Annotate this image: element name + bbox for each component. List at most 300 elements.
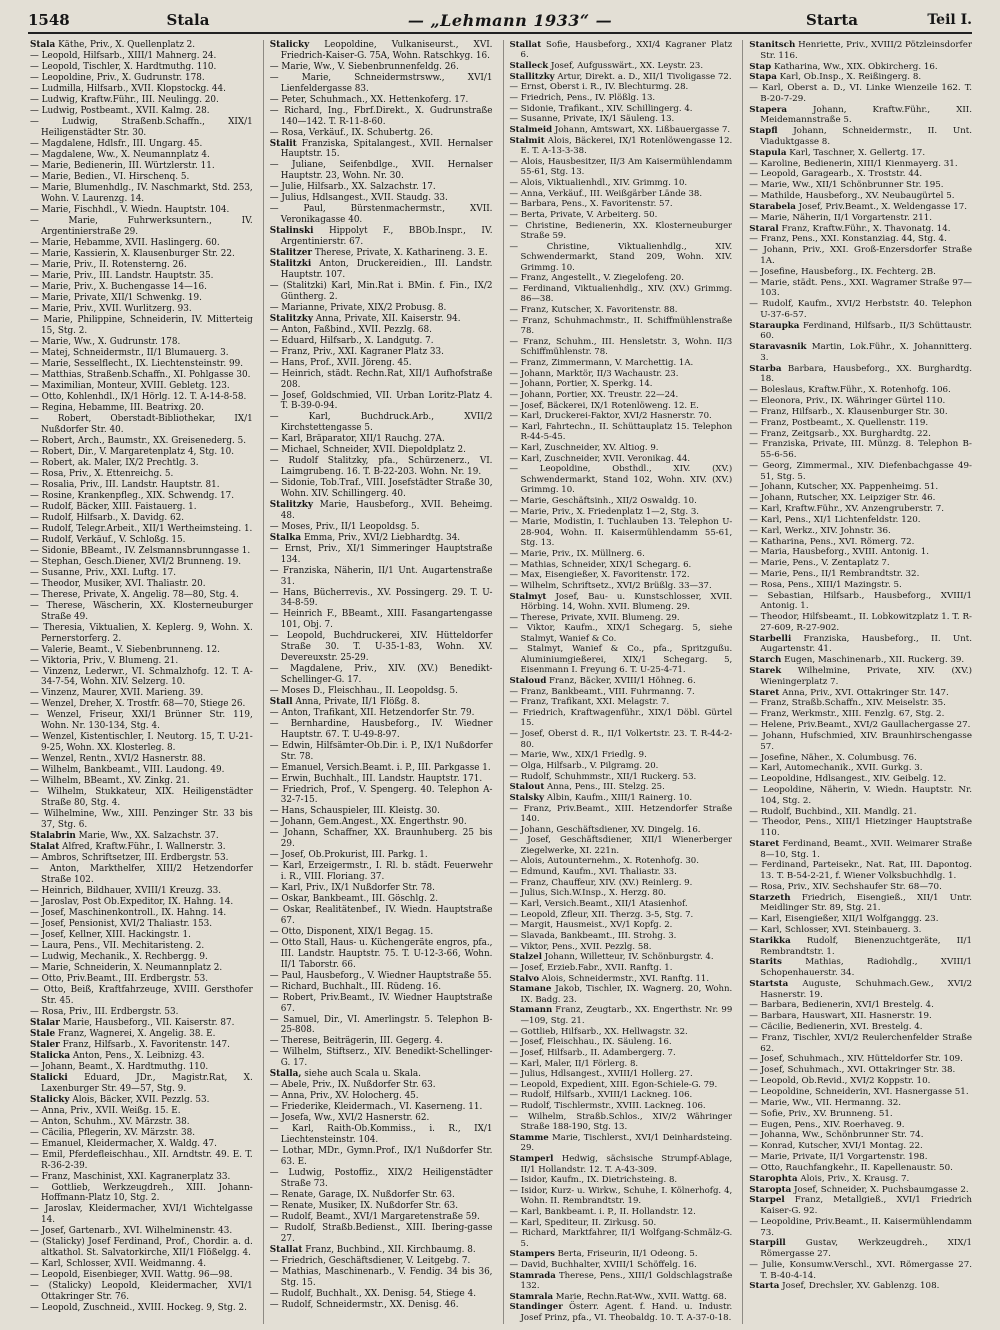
directory-entry [749, 493, 972, 504]
entry-text: — Franz, Straßb.Schaffn., XIV. Meiselstr. 35. [749, 698, 946, 709]
entry-text: — Maria, Hausbeforg., XVIII. Antonig. 1. [749, 547, 929, 558]
surname-heading: Stamme [509, 1132, 549, 1143]
entry-text: — Bernhardine, Hausbeforg., IV. Wiedner Hauptstr. 67. T. U-49-8-97. [269, 718, 493, 740]
directory-entry [30, 282, 253, 293]
surname-heading: Stalicky [30, 1094, 70, 1105]
entry-text: — Ferdinand, Viktualienhdlg., XIV. (XV.) Grimmg. 86—38. [509, 283, 733, 305]
directory-entry [270, 434, 493, 445]
surname-heading: Starabela [749, 201, 796, 212]
directory-entry [30, 1106, 253, 1117]
entry-text: — Robert, ak. Maler, IX/2 Prechtlg. 3. [30, 457, 199, 468]
entry-text: — Karl, Bräparator, XII/1 Rauchg. 27A. [269, 434, 445, 445]
entry-text: — Leopold, Buchdruckerei, XIV. Hütteldorfer Straße 30. T. U-35-1-83, Wohn. XV. Devereuxstr. 25-29. [269, 631, 493, 663]
entry-text: Karl, Ob.Insp., X. Reißingerg. 8. [779, 72, 922, 83]
entry-text: — Hans, Schauspieler, III. Kleistg. 30. [269, 806, 440, 817]
entry-text: — Franz, Maschinist, XXI. Kagranerplatz 33. [30, 1171, 231, 1182]
surname-heading: Stalka [269, 532, 302, 543]
directory-entry [510, 888, 733, 898]
surname-heading: Stalitzki [269, 259, 312, 269]
directory-entry [30, 710, 253, 732]
directory-entry [270, 1146, 493, 1168]
directory-entry [510, 687, 733, 697]
entry-text: — Wilhelmine, Ww., XIII. Penzinger Str. 33 bis 37, Stg. 6. [30, 809, 253, 830]
entry-text: — Franz, Tischler, XVI/2 Reulerchenfelder Straße 62. [749, 1032, 972, 1054]
directory-entry [30, 590, 253, 601]
entry-text: — Oskar, Bankbeamt., III. Göschlg. 2. [269, 894, 439, 905]
surname-heading: Stalsky [509, 792, 545, 803]
directory-entry [270, 106, 493, 128]
entry-text: — Cäcilie, Bedienerin, XVI. Brestelg. 4. [749, 1022, 923, 1033]
entry-text: Alfred, Kraftw.Führ., I. Wallnerstr. 3. [62, 841, 226, 852]
entry-text: Mathias, Radiohdlg., XVIII/1 Schopenhauerstr. 34. [760, 957, 972, 979]
directory-entry [749, 526, 972, 537]
entry-text: — Eugen, Pens., XIV. Roerhaveg. 9. [749, 1119, 905, 1130]
entry-text: — Erwin, Buchhalt., III. Landstr. Hauptstr. 171. [269, 773, 483, 784]
entry-text: — Stalmyt, Wanief & Co., pfa., Spritzgußu. Aluminiumgießerei, XIX/1 Schegarg. 5, Eisenmann I. Freyung 6. T. U-25-4-71. [509, 644, 733, 676]
directory-entry [30, 260, 253, 271]
directory-entry [30, 436, 253, 447]
surname-heading: Standinger [509, 1302, 563, 1313]
directory-entry [30, 831, 253, 842]
entry-text: — Leopoldine, Priv.Beamt., II. Kaisermühlendamm 73. [749, 1216, 972, 1238]
entry-text: — Rudolf, Schneidermstr., XX. Denisg. 46. [269, 1299, 459, 1310]
directory-entry [510, 782, 733, 792]
directory-entry [270, 1223, 493, 1245]
entry-text: — Ferdinand, Parteisekr., Nat. Rat, III. Dapontog. 13. T. B-54-2-21, f. Wiener Volksbuchhdlg. 1. [749, 860, 972, 882]
entry-text: — Mathilde, Hausbeforg., XV. Neubaugürtel 5. [749, 191, 955, 202]
directory-entry [270, 445, 493, 456]
directory-entry [270, 905, 493, 927]
directory-entry [749, 40, 972, 61]
entry-text: — Johann, Priv., XXI. Groß-Enzersdorfer Straße 1A. [749, 245, 972, 266]
entry-text: — Johann, Schaffner, XX. Braunhuberg. 25 bis 29. [269, 828, 493, 850]
directory-entry [749, 364, 972, 385]
directory-entry [510, 1249, 733, 1259]
directory-entry [749, 148, 972, 159]
directory-entry [30, 963, 253, 974]
entry-text: — Susanne, Priv., XXI. Luftg. 17. [30, 567, 177, 578]
entry-text: — Ernst, Priv., XI/1 Simmeringer Hauptstraße 134. [269, 543, 493, 565]
entry-text: — Karl, Zuschneider, XVII. Veronikag. 44. [509, 453, 691, 464]
surname-heading: Staret [749, 687, 780, 698]
directory-entry [749, 1281, 972, 1292]
entry-text: — Sidonie, Trafikant., XIV. Schillingerg. 4. [509, 103, 693, 114]
directory-entry [270, 500, 493, 522]
directory-entry [749, 1054, 972, 1065]
entry-text: — Marie, Ww., XIX/1 Friedlg. 9. [509, 750, 647, 761]
directory-entry [510, 337, 733, 358]
entry-text: — (Stalitzki) Karl, Min.Rat i. BMin. f. Fin., IX/2 Güntherg. 2. [269, 280, 493, 302]
directory-entry [510, 189, 733, 199]
directory-entry [510, 920, 733, 930]
directory-entry [749, 893, 972, 914]
entry-text: — Heinrich, städt. Rechn.Rat, XII/1 Aufhofstraße 208. [269, 368, 493, 390]
entry-text: — Karl, Automechanik., XVII. Gurkg. 3. [749, 763, 923, 774]
entry-text: — Karl, Spediteur, II. Zirkusg. 50. [509, 1217, 657, 1228]
directory-entry [270, 686, 493, 697]
header-part: Teil I. [927, 12, 972, 28]
entry-text: — Therese, Private, X. Angelig. 78—80, Stg. 4. [30, 589, 239, 600]
surname-heading: Stamrada [509, 1270, 556, 1281]
directory-entry [30, 557, 253, 568]
directory-entry [510, 984, 733, 1005]
entry-text: — Johann, Portier, X. Sperkg. 14. [509, 379, 653, 390]
entry-text: Alois, Bäckerei, IX/1 Rotenlöwengasse 12. E. T. A-13-3-38. [520, 135, 733, 157]
entry-text: Franz, Metallgieß., XVI/1 Friedrich Kaiser-G. 92. [760, 1195, 972, 1217]
directory-entry [30, 1237, 253, 1259]
entry-text: — Sebastian, Hilfsarb., Hausbeforg., XVIII/1 Antonig. 1. [749, 590, 972, 612]
directory-entry [510, 1154, 733, 1175]
entry-text: Marie, Hausbeforg., VII. Kaiserstr. 87. [62, 1017, 235, 1028]
directory-entry [749, 245, 972, 266]
entry-text: — Michael, Schneider, XVII. Diepoldplatz 2. [269, 445, 466, 456]
directory-entry [30, 183, 253, 205]
directory-entry [749, 1130, 972, 1141]
directory-entry [270, 1124, 493, 1146]
entry-text: Artur, Direkt. a. D., XII/1 Tivoligasse 72. [557, 71, 732, 82]
entry-text: — Richard, Ing., Fbrf.Direkt., X. Gudrunstraße 140—142. T. R-11-8-60. [269, 105, 493, 127]
directory-entry [510, 708, 733, 729]
entry-text: — Josef, Hilfsarb., II. Adambergerg. 7. [509, 1047, 676, 1058]
directory-entry [749, 763, 972, 774]
directory-entry [510, 369, 733, 379]
directory-entry [749, 83, 972, 104]
surname-heading: Stalit [269, 138, 297, 149]
entry-text: Anton, Druckereidien., III. Landstr. Hauptstr. 107. [280, 259, 493, 280]
entry-text: — Paul, Hausbeforg., V. Wiedner Hauptstraße 55. [269, 970, 492, 981]
surname-heading: Starophta [749, 1173, 798, 1184]
directory-entry [270, 828, 493, 850]
surname-heading: Starpill [749, 1238, 786, 1249]
directory-entry [749, 1217, 972, 1238]
page-number: 1548 [28, 11, 70, 29]
entry-text: — Emil, Pferdefleischhau., XII. Arndtstr. 49. E. T. R-36-2-39. [30, 1149, 253, 1171]
directory-entry [30, 1018, 253, 1029]
directory-entry [30, 1139, 253, 1150]
entry-text: — Ernst, Oberst i. R., IV. Blechturmg. 28. [509, 82, 689, 93]
directory-entry [749, 159, 972, 170]
entry-text: — Karl, Schlosser, XVII. Weidmanng. 4. [30, 1259, 207, 1270]
directory-entry [510, 379, 733, 389]
entry-text: — Marie, Bedien., VI. Hirschenq. 5. [30, 172, 190, 182]
directory-entry [30, 1007, 253, 1018]
entry-text: — Josef, Gartenarb., XVI. Wilhelminenstr. 43. [30, 1226, 233, 1237]
entry-text: — Josef, Schuhmach., XIV. Hütteldorfer Str. 109. [749, 1054, 963, 1065]
entry-text: Johann, Kraftw.Führ., XII. Meidemannstraße 5. [760, 104, 972, 126]
directory-entry [270, 139, 493, 161]
surname-heading: Stalat [30, 841, 60, 852]
directory-entry [30, 403, 253, 414]
entry-text: — Karl, Buchdruck.Arb., XVII/2 Kirchstettengasse 5. [269, 412, 493, 434]
entry-text: — Anton, Trafikant, XII. Hetzendorfer Str. 79. [269, 707, 475, 718]
surname-heading: Staravasnik [749, 342, 807, 353]
entry-text: — Marie, Private, XII/1 Schwenkg. 19. [30, 292, 202, 303]
entry-text: — Eduard, Hilfsarb., X. Landgutg. 7. [269, 335, 434, 346]
header-title: — „Lehmann 1933“ — [407, 10, 613, 30]
entry-text: Franz, Wagnerei, X. Angelig. 38. E. [57, 1028, 216, 1039]
entry-text: — Marie, Pens., V. Zentaplatz 7. [749, 558, 890, 569]
directory-entry [749, 1195, 972, 1216]
entry-text: — Franz, Schuhmachmstr., II. Schiffmühlenstraße 78. [509, 315, 733, 337]
directory-entry [30, 1128, 253, 1139]
entry-text: — Wenzel, Kistentischler, I. Neutorg. 15, T. U-21-9-25, Wohn. XX. Klosterleg. 8. [30, 732, 253, 754]
surname-heading: Stalmeid [509, 125, 553, 136]
directory-entry [270, 1069, 493, 1080]
entry-text: — Edwin, Hilfsämter-Ob.Dir. i. P., IX/1 Nußdorfer Str. 78. [269, 740, 493, 762]
directory-entry [510, 729, 733, 750]
surname-heading: Stalabrin [30, 830, 76, 841]
entry-text: — Leopold, Expedient, XIII. Egon-Schiele-G. 79. [509, 1079, 718, 1090]
directory-entry [270, 128, 493, 139]
entry-text: — Johann, Portier, XX. Treustr. 22—24. [509, 389, 679, 400]
surname-heading: Stalmit [509, 135, 545, 146]
directory-entry [30, 117, 253, 139]
directory-entry [510, 114, 733, 124]
directory-entry [30, 1172, 253, 1183]
entry-text: — Friedrich, Kraftwagenführ., XIX/1 Döbl. Gürtel 15. [509, 707, 733, 729]
directory-entry [510, 125, 733, 135]
directory-entry [510, 942, 733, 952]
directory-entry [270, 95, 493, 106]
entry-text: — Karl, Druckerei-Faktor, XVI/2 Hasnerstr. 70. [509, 411, 712, 422]
surname-heading: Stalla, [269, 1069, 302, 1080]
directory-entry [510, 136, 733, 157]
entry-text: Ferdinand, Beamt., XVII. Weimarer Straße 8—10, Stg. 1. [760, 838, 972, 860]
surname-heading: Stap [749, 61, 772, 72]
directory-entry [510, 305, 733, 315]
entry-text: — Regina, Hebamme, III. Beatrixg. 20. [30, 402, 204, 413]
entry-text: Ferdinand, Hilfsarb., II/3 Schüttaustr. 60. [760, 320, 972, 342]
directory-entry [510, 61, 733, 71]
entry-text: — Karl, Maler, II/1 Förlerg. 8. [509, 1058, 639, 1069]
directory-entry [270, 193, 493, 204]
directory-entry [510, 464, 733, 495]
directory-entry [749, 698, 972, 709]
entry-text: — Vinzenz, Lederwr., VI. Schmalzhofg. 12. T. A-34-7-54, Wohn. XIV. Selzerg. 10. [30, 666, 253, 688]
directory-entry [749, 515, 972, 526]
entry-text: — Josef, Oberst d. R., II/1 Volkertstr. 23. T. R-44-2-80. [509, 729, 733, 750]
directory-entry [510, 93, 733, 103]
directory-entry [510, 1186, 733, 1207]
directory-entry [270, 631, 493, 663]
directory-entry [270, 708, 493, 719]
entry-text: — Anna, Verkäuf., III. Weißgärber Lände 38. [509, 188, 703, 199]
surname-heading: Stapera [749, 104, 787, 115]
entry-text: — Marie, Sesselflecht., IX. Liechtensteinstr. 99. [30, 358, 244, 369]
directory-entry [510, 963, 733, 973]
entry-text: — Isidor, Kaufm., IX. Dietrichsteing. 8. [509, 1175, 678, 1186]
directory-entry [749, 720, 972, 731]
surname-heading: Staret [749, 838, 780, 849]
entry-text: — Therese, Private, XVII. Blumeng. 29. [509, 612, 680, 623]
entry-text: — Konrad, Kutscher, XVI/1 Montag. 22. [749, 1141, 923, 1152]
entry-text: — Rudolf, Schuhmmstr., XII/1 Ruckerg. 53. [509, 771, 697, 782]
surname-heading: Stalitzky [269, 500, 313, 511]
entry-text: — Helene, Priv.Beamt., XVI/2 Gaullachergasse 27. [749, 720, 971, 731]
surname-heading: Starpel [749, 1195, 785, 1206]
entry-text: — Josef, Fleischhau., IX. Säuleng. 16. [509, 1037, 672, 1048]
entry-text: — Isidor, Kurz- u. Wirkw., Schuhe, I. Kölnerhofg. 4, Wohn. II. Rembrandtstr. 19. [509, 1185, 733, 1207]
entry-text: — Marie, Schneiderin, X. Neumannplatz 2. [30, 962, 223, 973]
entry-text: — Marie, Priv., XVII. Wurlitzerg. 93. [30, 303, 192, 314]
entry-text: — Rudolf, Buchhalt., XX. Denisg. 54, Stiege 4. [269, 1288, 476, 1299]
entry-text: — Rosa, Verkäuf., IX. Schubertg. 26. [269, 127, 434, 138]
directory-entry [30, 787, 253, 809]
entry-text: — Rosa, Priv., X. Ettenreichg. 5. [30, 468, 174, 479]
entry-text: — Robert, Arch., Baumstr., XX. Greisenederg. 5. [30, 435, 246, 446]
directory-entry [270, 1091, 493, 1102]
directory-entry [30, 842, 253, 853]
directory-entry [749, 321, 972, 342]
entry-text: — Laura, Pens., VII. Mechitaristeng. 2. [30, 940, 205, 951]
entry-text: Therese, Private, X. Katharineng. 3. E. [314, 247, 488, 258]
column-3 [503, 40, 733, 1324]
entry-text: Marie, Rechn.Rat-Ww., XVII. Wattg. 68. [555, 1291, 727, 1302]
directory-entry [270, 62, 493, 73]
entry-text: — Alois, Autounternehm., X. Rotenhofg. 30. [509, 856, 699, 867]
entry-text: — Hans, Prof., XVII. Jöreng. 45. [269, 357, 412, 368]
directory-entry [749, 634, 972, 655]
directory-entry [749, 882, 972, 893]
directory-entry [270, 391, 493, 413]
entry-text: — Jaroslav, Post Ob.Expeditor, IX. Hahng. 14. [30, 896, 234, 907]
directory-entry [510, 496, 733, 506]
entry-text: — Wenzel, Rentn., XVI/2 Hasnerstr. 88. [30, 754, 206, 765]
entry-text: — Wilhelm, BBeamt., XV. Zinkg. 21. [30, 776, 190, 787]
directory-entry [510, 358, 733, 368]
directory-entry [270, 369, 493, 391]
entry-text: — Wenzel, Friseur, XXI/1 Brünner Str. 119, Wohn. Nr. 130-134, Stg. 4. [30, 710, 253, 732]
directory-entry [749, 753, 972, 764]
entry-text: — Leopold, Zfleur, XII. Therzg. 3-5, Stg. 7. [509, 909, 694, 920]
directory-entry [30, 1117, 253, 1128]
entry-text: — Alois, Viktualienhdl., XIV. Grimmg. 10. [509, 177, 688, 188]
directory-entry [270, 160, 493, 182]
entry-text: — Otto Stall, Haus- u. Küchengeräte engros, pfa., III. Landstr. Hauptstr. 75. T. U-12-3-66, Wohn. II/1 Taborstr. 66. [269, 938, 493, 970]
directory-entry [30, 370, 253, 381]
entry-text: — Theodor, Hilfsbeamt., II. Lobkowitzplatz 1. T. R-27-609, R-27-902. [749, 612, 972, 633]
directory-entry [749, 62, 972, 73]
entry-text: — (Stalicky) Josef Ferdinand, Prof., Chordir. a. d. altkathol. St. Salvatorkirche, XII/1 Flößelgg. 4. [30, 1237, 253, 1259]
directory-entry [270, 314, 493, 325]
entry-text: — Marie, Näherin, II/1 Vorgartenstr. 211. [749, 212, 933, 223]
directory-entry [749, 709, 972, 720]
entry-text: Marie, Hausbeforg., XVII. Beheimg. 48. [280, 500, 493, 521]
entry-text: Alois, Bäcker, XVII. Pezzlg. 53. [72, 1094, 210, 1105]
entry-text: — Karl, Kraftw.Führ., XV. Anzengruberstr. 7. [749, 504, 944, 515]
entry-text: Sofie, Hausbeforg., XXI/4 Kagraner Platz 6. [520, 40, 733, 61]
directory-entry [749, 1087, 972, 1098]
entry-text: Gustav, Werkzeugdreh., XIX/1 Römergasse 27. [760, 1238, 972, 1260]
entry-text: — Marie, Priv., IX. Müllnerg. 6. [509, 548, 645, 559]
surname-heading: Stalitzer [269, 247, 312, 258]
entry-text: — Therese, Beiträgerin, III. Gegerg. 4. [269, 1036, 443, 1047]
entry-text: Franz, Zeugtarb., XX. Engerthstr. Nr. 99—109, Stg. 21. [520, 1005, 733, 1026]
directory-entry [270, 993, 493, 1015]
entry-text: — Ambros, Schriftsetzer, III. Erdbergstr. 53. [30, 852, 229, 863]
entry-text: — Gottlieb, Hilfsarb., XX. Hellwagstr. 32. [509, 1026, 688, 1037]
entry-text: — Robert, Priv.Beamt., IV. Wiedner Hauptstraße 67. [269, 992, 493, 1014]
directory-entry [270, 785, 493, 807]
directory-entry [30, 293, 253, 304]
entry-text: Marie, Tischlerst., XVI/1 Deinhardsteing. 29. [520, 1132, 733, 1154]
entry-text: — Ludmilla, Hilfsarb., XVII. Klopstockg. 44. [30, 84, 226, 95]
entry-text: — Marie, Geschäftsinh., XII/2 Oswaldg. 10. [509, 495, 697, 506]
entry-text: — Matej, Schneidermstr., II/1 Blumauerg. 3. [30, 347, 229, 358]
directory-entry [270, 259, 493, 281]
surname-heading: Stapa [749, 72, 777, 83]
directory-entry [30, 161, 253, 172]
directory-entry [749, 418, 972, 429]
entry-text: — Christine, Bedienerin, XX. Klosterneuburger Straße 59. [509, 220, 733, 242]
directory-entry [510, 804, 733, 825]
entry-text: — Wilhelm, Stukkateur, XIX. Heiligenstädter Straße 80, Stg. 4. [30, 787, 253, 809]
directory-entry [749, 1000, 972, 1011]
directory-entry [270, 741, 493, 763]
directory-entry [270, 1015, 493, 1037]
entry-text: — Viktoria, Priv., V. Blumeng. 21. [30, 655, 179, 666]
directory-entry [749, 1033, 972, 1054]
directory-entry [30, 337, 253, 348]
entry-text: — Jaroslav, Kleidermacher, XVI/1 Wichtelgasse 14. [30, 1204, 253, 1226]
directory-entry [510, 835, 733, 856]
directory-entry [270, 1267, 493, 1289]
entry-text: Berta, Friseurin, II/1 Odeong. 5. [557, 1249, 698, 1260]
directory-entry [30, 513, 253, 524]
entry-text: — Marie, Blumenhdlg., IV. Naschmarkt, Std. 253, Wohn. V. Laurenzg. 14. [30, 183, 253, 204]
directory-entry [270, 1300, 493, 1311]
entry-text: — Sidonie, Tob.Traf., VIII. Josefstädter Straße 30, Wohn. XIV. Schillingerg. 40. [269, 478, 493, 500]
directory-entry [270, 522, 493, 533]
entry-text: — (Stalicky) Leopold, Kleidermacher, XVI/1 Ottakringer Str. 76. [30, 1281, 253, 1303]
entry-text: — Mathias, Maschinenarb., V. Fendig. 34 bis 36, Stg. 15. [269, 1266, 493, 1288]
entry-text: — Franz, Kutscher, X. Favoritenstr. 88. [509, 305, 678, 316]
directory-entry [749, 1120, 972, 1131]
directory-entry [30, 1051, 253, 1062]
entry-text: — Johanna, Ww., Schönbrunner Str. 74. [749, 1130, 924, 1141]
entry-text: — Marie, Schneidermstrsww., XVI/1 Lienfeldergasse 83. [269, 72, 493, 94]
entry-text: — Franz, Hilfsarb., X. Klausenburger Str. 30. [749, 406, 948, 417]
entry-text: — Johann, Beamt., X. Hardtmuthg. 110. [30, 1061, 209, 1072]
entry-text: — Josef, Erzieb.Fabr., XVII. Ranftg. 1. [509, 962, 673, 973]
directory-entry [30, 1226, 253, 1237]
directory-entry [270, 336, 493, 347]
directory-entry [510, 899, 733, 909]
entry-text: Josef, Aufgusswärt., XX. Leystr. 23. [550, 61, 704, 72]
directory-entry [749, 979, 972, 1000]
entry-text: — Sidonie, BBeamt., IV. Zelsmannsbrunngasse 1. [30, 545, 251, 556]
entry-text: — Josef, Bäckerei, IX/1 Rotenlöweng. 12. E. [509, 400, 699, 411]
entry-text: — Johann, Geschäftsdiener, XV. Dingelg. 16. [509, 824, 701, 835]
directory-entry [270, 456, 493, 478]
entry-text: Rudolf, Bienenzuchtgeräte, II/1 Rembrandtstr. 1. [760, 935, 972, 957]
directory-entry [270, 281, 493, 303]
directory-entry [749, 1174, 972, 1185]
entry-text: — Emanuel, Versich.Beamt. i. P., III. Parkgasse 1. [269, 762, 491, 773]
entry-text: — Renate, Musiker, IX. Nußdorfer Str. 63. [269, 1200, 458, 1211]
entry-text: Leopoldine, Vulkaniseurst., XVI. Friedrich-Kaiser-G. 75A, Wohn. Ratschkyg. 16. [280, 40, 493, 61]
directory-entry [749, 1022, 972, 1033]
directory-entry [30, 359, 253, 370]
directory-entry [510, 1037, 733, 1047]
surname-heading: Stalicky [269, 40, 310, 50]
surname-heading: Stamann [509, 1005, 553, 1016]
directory-entry [749, 234, 972, 245]
surname-heading: Stalmyt [509, 591, 547, 602]
entry-text: — Johann, Hufschmied, XIV. Braunhirschengasse 57. [749, 731, 972, 752]
directory-entry [30, 853, 253, 864]
directory-entry [30, 205, 253, 216]
